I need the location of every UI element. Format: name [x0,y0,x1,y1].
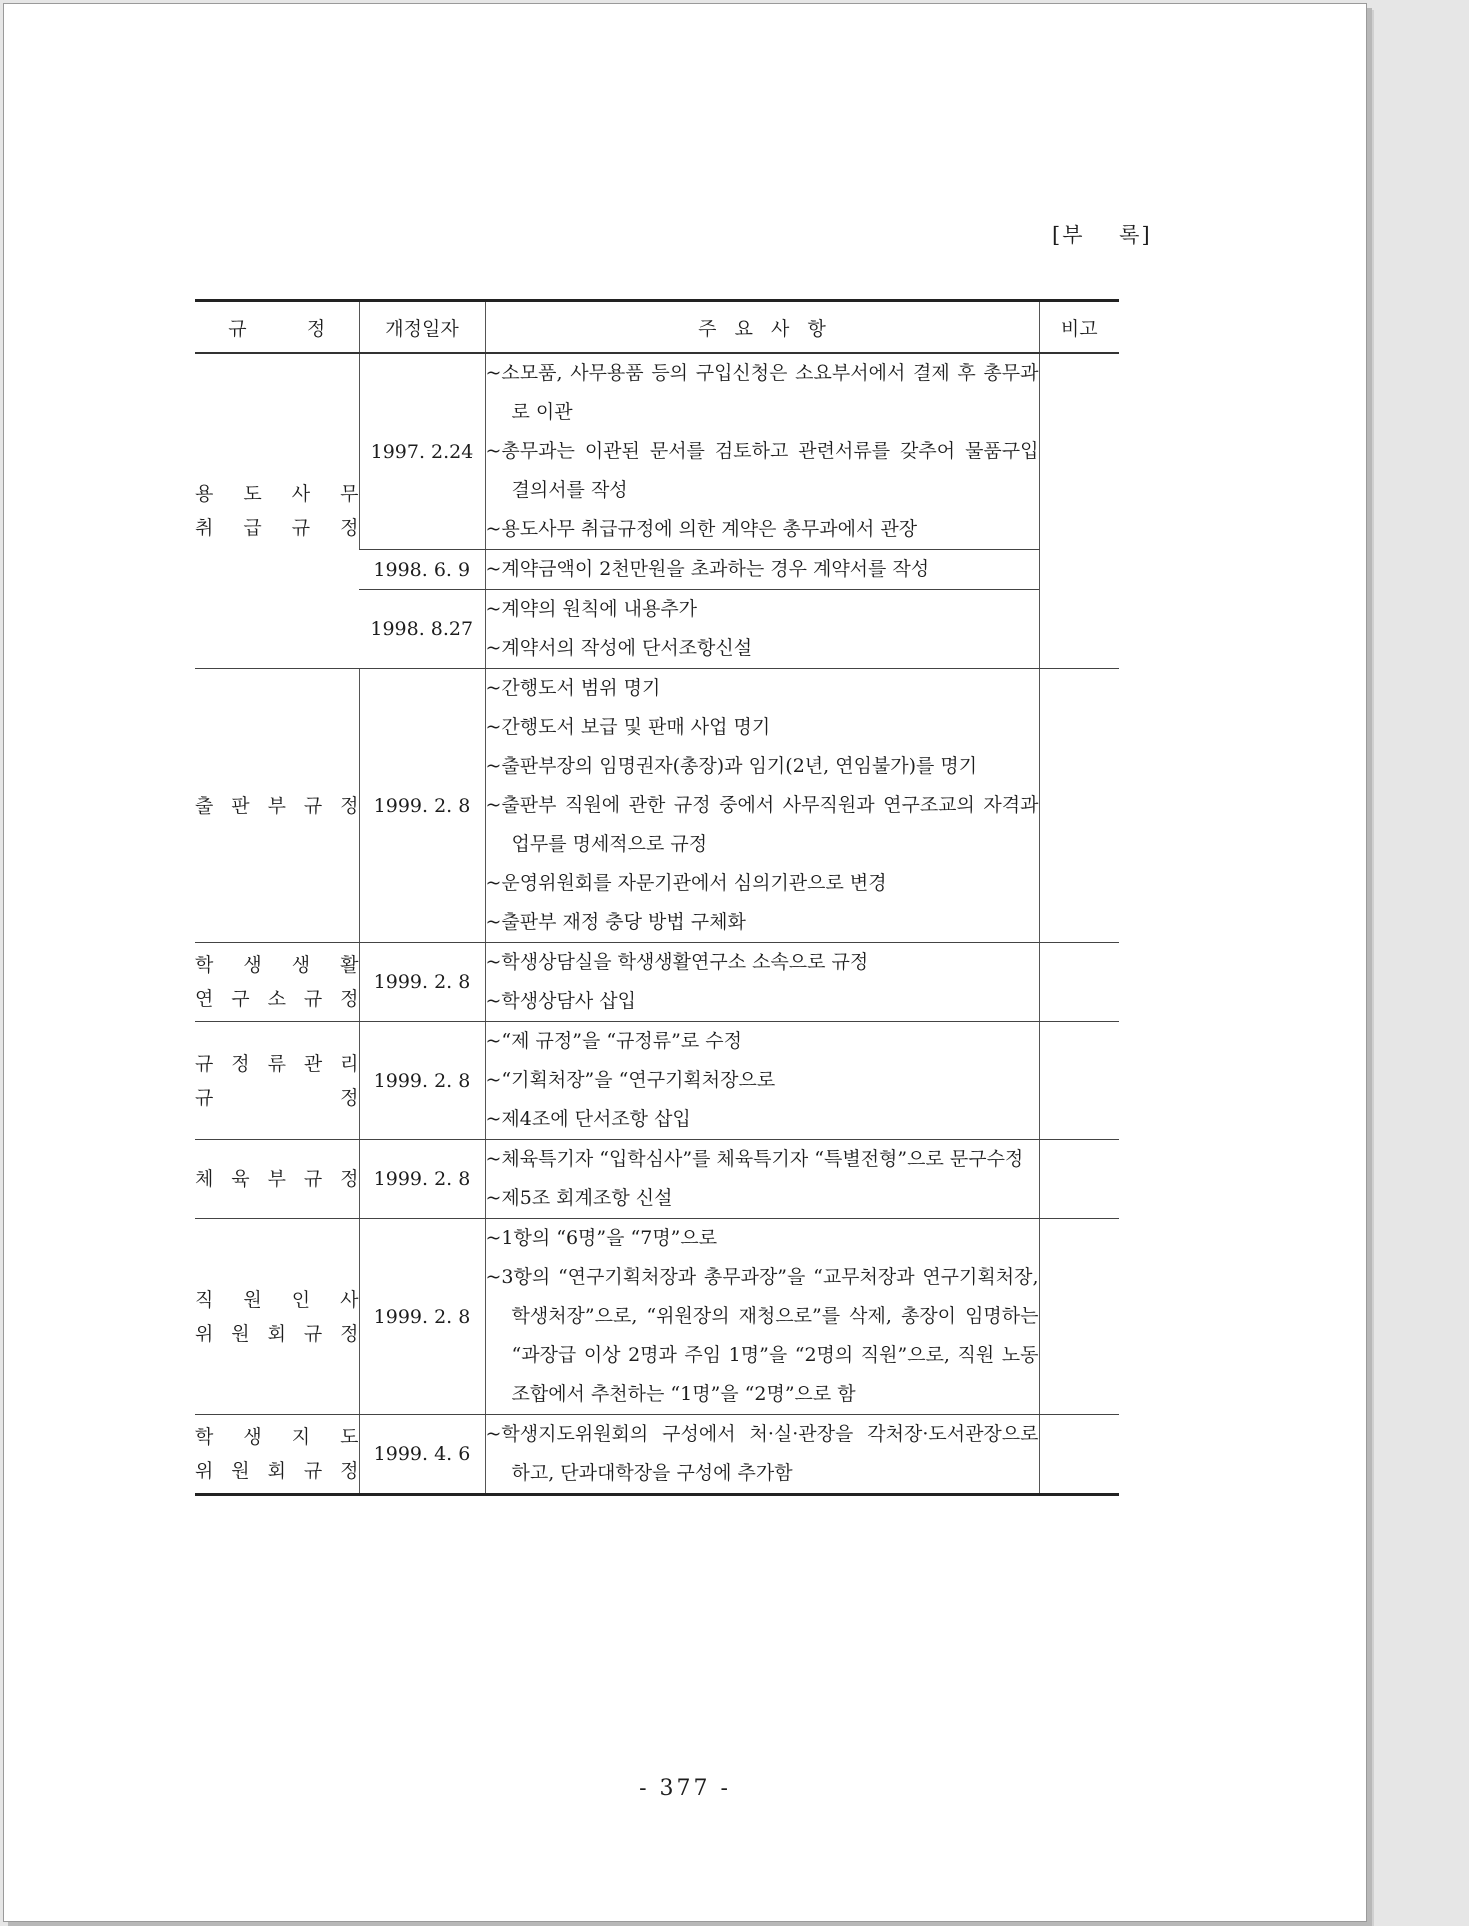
regulation-name-char: 위 [195,1322,214,1345]
table-body [195,353,1119,1495]
regulation-name-char: 판 [231,794,250,817]
table-row [195,1219,1119,1415]
remarks-cell [1039,1022,1119,1140]
main-point-item: ~간행도서 보급 및 판매 사업 명기 [485,716,771,738]
main-point-item: ~1항의 “6명”을 “7명”으로 [485,1227,718,1249]
regulation-name-char: 규 [303,1322,323,1345]
regulation-name-char: 도 [243,483,262,505]
regulation-name-char: 생 [243,1426,262,1448]
main-points [485,1219,1039,1415]
regulation-name [195,943,359,1022]
regulation-name-char: 원 [231,1322,250,1345]
regulation-name-char: 사 [340,1288,359,1311]
regulation-name-char: 급 [243,517,262,539]
main-point-item: ~학생상담사 삽입 [485,990,636,1012]
regulation-name-char: 부 [267,794,286,817]
header-regulation: 규 정 [195,301,359,354]
regulation-name-char: 정 [231,1052,250,1075]
appendix-label: [부 록] [1052,223,1152,247]
regulation-name-char: 연 [195,988,214,1010]
regulation-name-char: 부 [267,1168,286,1190]
regulation-name-char: 출 [195,794,214,817]
remarks-cell [1039,1219,1119,1415]
regulation-name [195,1415,359,1495]
main-point-item: ~계약서의 작성에 단서조항신설 [485,637,753,659]
regulation-name-char: 학 [195,954,214,976]
regulation-name-char: 리 [340,1052,359,1075]
table-row [195,669,1119,943]
regulation-name [195,1140,359,1219]
revision-date: 1997. 2.24 [359,353,485,550]
regulation-name-char: 정 [340,988,359,1010]
regulation-name-char: 정 [340,517,359,539]
regulation-name-line [195,1420,359,1454]
regulation-name-char: 직 [195,1288,214,1311]
regulation-name-char: 도 [340,1426,359,1448]
regulation-name-char: 용 [195,483,214,505]
main-points [485,669,1039,943]
regulation-name-char: 위 [195,1460,214,1482]
regulation-name-char: 관 [303,1052,323,1075]
regulation-name-char: 원 [243,1288,262,1311]
regulation-name-char: 활 [340,954,359,976]
regulation-revision-table [195,299,1119,1496]
regulation-name-char: 규 [195,1086,214,1109]
header-revision-date: 개정일자 [359,301,485,354]
main-point-item: ~출판부장의 임명권자(총장)과 임기(2년, 연임불가)를 명기 [485,755,978,777]
regulation-name-char: 회 [267,1322,286,1345]
revision-date: 1998. 6. 9 [359,550,485,590]
regulation-name-char: 정 [340,1168,359,1190]
regulation-name-char: 체 [195,1168,214,1190]
regulation-name-char: 규 [303,1460,323,1482]
main-point-item: ~계약의 원칙에 내용추가 [485,598,698,620]
table-row [195,353,1119,550]
main-points [485,590,1039,669]
regulation-name-char: 원 [231,1460,250,1482]
main-point-item: ~3항의 “연구기획처장과 총무과장”을 “교무처장과 연구기획처장,학생처장”으로, “위원장의 재청으로”를 삭제, 총장이 임명하는 “과장급 이상 2명과 주임 1명”을 “2명의 직원”으로, 직원 노동조합에서 추천하는 “1명”을 “2명”으로 함 [485,1266,1039,1405]
header-main-points: 주 요 사 항 [485,301,1039,354]
regulation-name-line [195,477,359,511]
main-point-item: ~제4조에 단서조항 삽입 [485,1108,691,1130]
main-point-item: ~용도사무 취급규정에 의한 계약은 총무과에서 관장 [485,518,918,540]
regulation-name-char: 지 [291,1426,311,1448]
revision-date: 1999. 4. 6 [359,1415,485,1495]
revision-date: 1999. 2. 8 [359,1140,485,1219]
document-page [3,3,1367,1922]
main-points [485,353,1039,550]
remarks-cell [1039,1415,1119,1495]
main-point-item: ~출판부 직원에 관한 규정 중에서 사무직원과 연구조교의 자격과 업무를 명세적으로 규정 [485,794,1039,855]
regulation-name [195,669,359,943]
regulation-name-char: 회 [267,1460,286,1482]
revision-date: 1999. 2. 8 [359,1219,485,1415]
main-point-item: ~학생지도위원회의 구성에서 처·실·관장을 각처장·도서관장으로 하고, 단과대학장을 구성에 추가함 [485,1423,1039,1484]
table-row [195,943,1119,1022]
revision-date: 1999. 2. 8 [359,1022,485,1140]
regulation-name-char: 규 [303,794,323,817]
regulation-name-char: 정 [340,1322,359,1345]
regulation-name-line [195,948,359,982]
regulation-name-char: 정 [340,794,359,817]
regulation-name [195,1219,359,1415]
regulation-name-char: 규 [195,1052,214,1075]
regulation-name-line [195,789,359,823]
regulation-name-char: 사 [291,483,311,505]
regulation-name [195,1022,359,1140]
main-point-item: ~제5조 회계조항 신설 [485,1187,673,1209]
regulation-name-line [195,1081,359,1115]
regulation-name-char: 무 [340,483,359,505]
main-points [485,1140,1039,1219]
main-points [485,1022,1039,1140]
regulation-name-char: 인 [291,1288,311,1311]
regulation-name-line [195,1283,359,1317]
revision-date: 1998. 8.27 [359,590,485,669]
revision-date: 1999. 2. 8 [359,943,485,1022]
table-header-row [195,301,1119,354]
regulation-name-char: 구 [231,988,250,1010]
main-points [485,943,1039,1022]
main-point-item: ~“제 규정”을 “규정류”로 수정 [485,1030,742,1052]
regulation-name-line [195,511,359,545]
regulation-name-char: 정 [340,1460,359,1482]
regulation-name-char: 류 [267,1052,286,1075]
regulation-name-char: 취 [195,517,214,539]
main-points [485,550,1039,590]
table-row [195,1140,1119,1219]
regulation-name-char: 규 [303,988,323,1010]
regulation-name-char: 육 [231,1168,250,1190]
main-point-item: ~총무과는 이관된 문서를 검토하고 관련서류를 갖추어 물품구입 결의서를 작성 [485,440,1039,501]
main-point-item: ~운영위원회를 자문기관에서 심의기관으로 변경 [485,872,887,894]
regulation-name-char: 생 [243,954,262,976]
remarks-cell [1039,353,1119,669]
regulation-name-line [195,1047,359,1081]
regulation-name-char: 소 [267,988,286,1010]
header-remarks: 비고 [1039,301,1119,354]
main-point-item: ~체육특기자 “입학심사”를 체육특기자 “특별전형”으로 문구수정 [485,1148,1024,1170]
remarks-cell [1039,669,1119,943]
regulation-name-line [195,1454,359,1488]
main-point-item: ~출판부 재정 충당 방법 구체화 [485,911,746,933]
regulation-name-char: 학 [195,1426,214,1448]
remarks-cell [1039,1140,1119,1219]
regulation-name-line [195,1317,359,1351]
revision-date: 1999. 2. 8 [359,669,485,943]
main-point-item: ~소모품, 사무용품 등의 구입신청은 소요부서에서 결제 후 총무과로 이관 [485,362,1039,423]
main-point-item: ~학생상담실을 학생생활연구소 소속으로 규정 [485,951,869,973]
regulation-name-char: 규 [291,517,311,539]
regulation-name-line [195,982,359,1016]
regulation-name-char: 규 [303,1168,323,1190]
main-point-item: ~“기획처장”을 “연구기획처장으로 [485,1069,776,1091]
main-points [485,1415,1039,1495]
remarks-cell [1039,943,1119,1022]
table-row [195,1022,1119,1140]
regulation-name-line [195,1162,359,1196]
regulation-name-char: 생 [291,954,311,976]
main-point-item: ~계약금액이 2천만원을 초과하는 경우 계약서를 작성 [485,558,930,580]
regulation-name [195,353,359,669]
page-number: - 377 - [639,1776,731,1801]
regulation-name-char: 정 [340,1086,359,1109]
table-row [195,1415,1119,1495]
main-point-item: ~간행도서 범위 명기 [485,677,661,699]
